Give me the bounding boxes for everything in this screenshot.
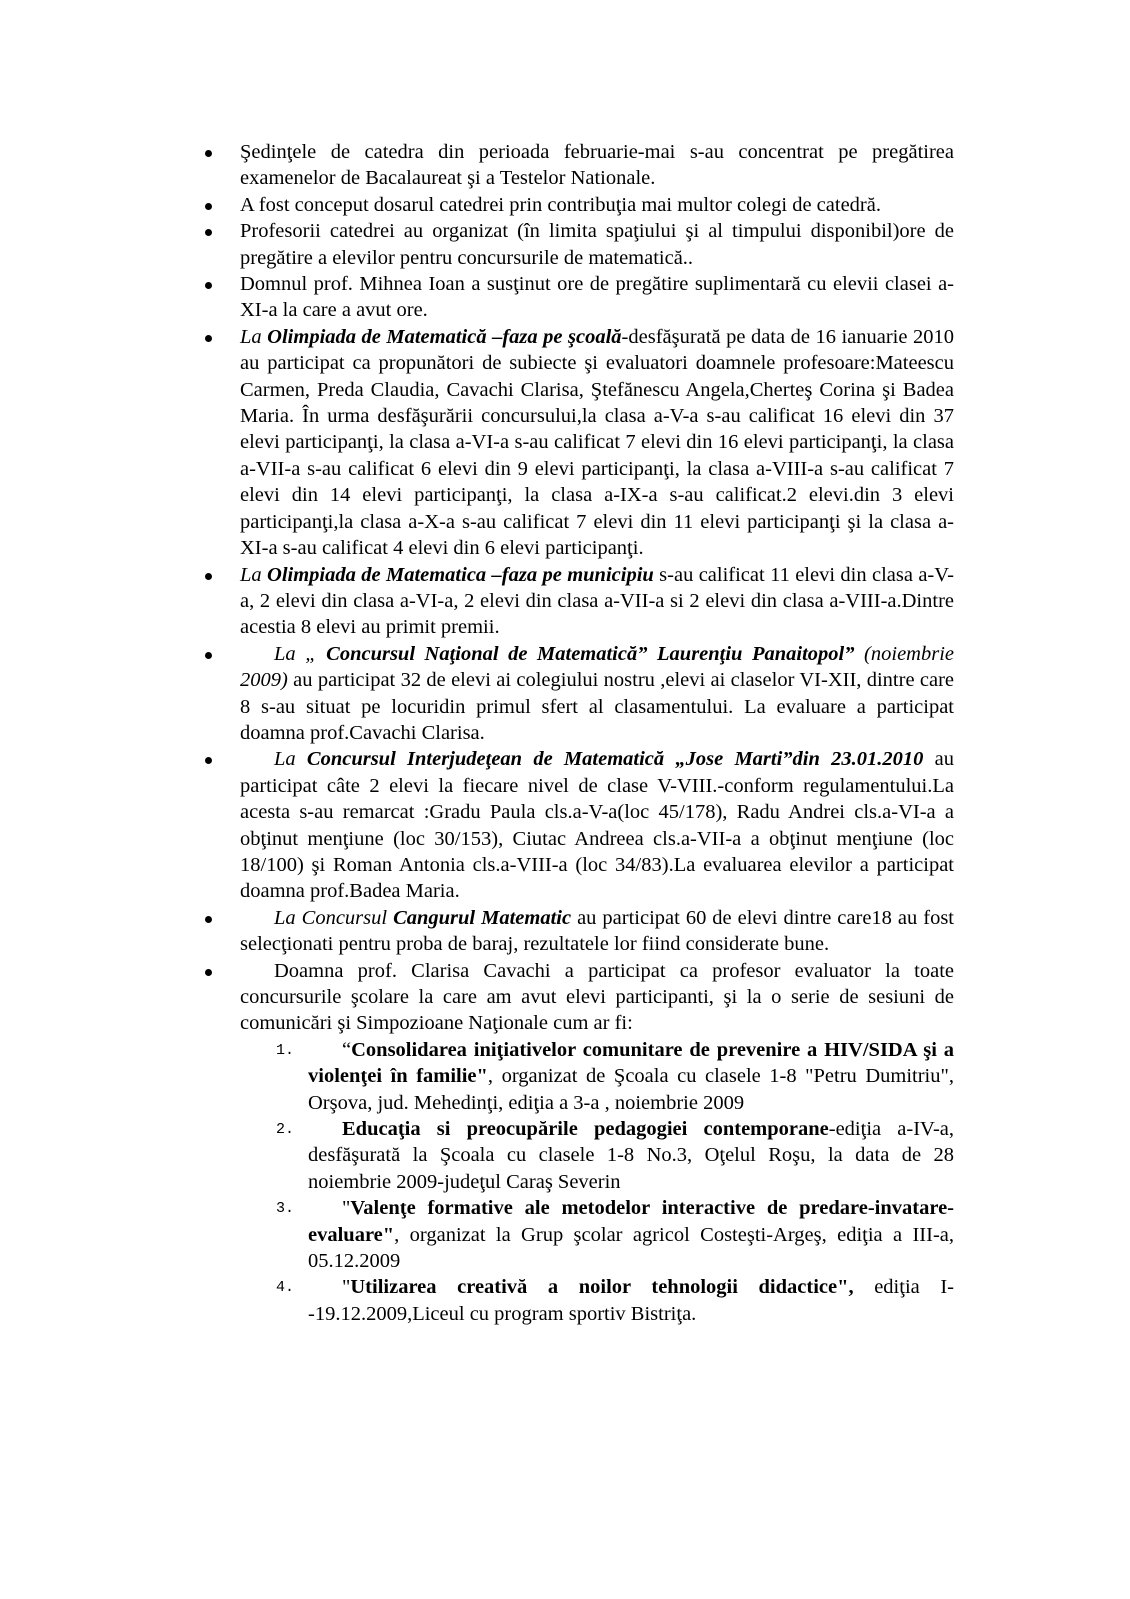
bullet-item [202, 641, 954, 747]
text-segment: La [240, 325, 268, 348]
text-segment: La [274, 748, 307, 771]
event-text [308, 1274, 954, 1327]
bullet-item [202, 746, 954, 904]
bullet-item [202, 139, 954, 192]
text-segment: Utilizarea creativă a noilor tehnologii didactice", [350, 1276, 854, 1299]
emphasis-text: Olimpiada de Matematică –faza pe şcoală [267, 325, 622, 348]
text-segment: " [342, 1197, 351, 1220]
emphasis-text: Cangurul Matematic [393, 906, 572, 929]
text-segment: La Concursul [274, 906, 394, 929]
bullet-text [240, 905, 954, 958]
bullet-text [240, 192, 954, 218]
bullet-item [202, 218, 954, 271]
bullet-item [202, 905, 954, 958]
bullet-text [240, 641, 954, 747]
event-item [240, 1274, 954, 1327]
bullet-dot-icon [205, 916, 212, 923]
bullet-dot-icon [205, 229, 212, 236]
bullet-dot-icon [205, 150, 212, 157]
text-segment: La „ [274, 642, 327, 665]
text-segment: La [240, 563, 268, 586]
text-segment [267, 326, 621, 348]
bullet-text [240, 139, 954, 192]
bullet-item [202, 192, 954, 218]
text-segment: Doamna prof. Clarisa Cavachi a participat ca profesor evaluator la toate concursurile şcolare la care am avut elevi participanti, şi la o serie de sesiuni de comunicări şi Simpozioane Naţionale cum ar fi: [240, 959, 954, 1035]
event-number: 2. [276, 1121, 295, 1139]
bullet-dot-icon [205, 282, 212, 289]
text-segment: “ [342, 1038, 352, 1061]
activity-list [202, 139, 954, 1327]
emphasis-text: Concursul Naţional de Matematică” Laurenţiu Panaitopol” [326, 642, 855, 665]
text-segment: au participat 60 de elevi dintre care18 au fost selecţionati pentru proba de baraj, rezultatele lor fiind considerate bune. [240, 906, 955, 956]
event-text [308, 1195, 954, 1274]
bullet-item [202, 271, 954, 324]
text-segment: , organizat de Şcoala cu clasele 1-8 "Petru Dumitriu", Orşova, jud. Mehedinţi, ediţia a 3-a , noiembrie 2009 [308, 1065, 954, 1114]
bullet-text [240, 746, 954, 904]
event-number: 4. [276, 1279, 295, 1297]
text-segment: " [342, 1276, 351, 1299]
event-number: 1. [276, 1041, 295, 1059]
event-item [240, 1195, 954, 1274]
bullet-dot-icon [205, 652, 212, 659]
bullet-item [202, 958, 954, 1328]
emphasis-text: Concursul Interjudeţean de Matematică „Jose Marti”din 23.01.2010 [306, 748, 924, 771]
bullet-text [240, 218, 954, 271]
bullet-dot-icon [205, 573, 212, 580]
bullet-dot-icon [205, 969, 212, 976]
bullet-text [240, 271, 954, 324]
bullet-dot-icon [205, 335, 212, 342]
text-segment: A fost conceput dosarul catedrei prin contribuţia mai multor colegi de catedră. [240, 193, 881, 216]
bullet-text [240, 562, 954, 641]
text-segment [393, 907, 571, 929]
bullet-item [202, 562, 954, 641]
event-item [240, 1116, 954, 1195]
text-segment: Valenţe formative ale metodelor interactive de predare-invatare-evaluare" [308, 1197, 954, 1246]
bullet-dot-icon [205, 203, 212, 210]
event-text [308, 1037, 954, 1116]
text-segment: au participat 32 de elevi ai colegiului nostru ,elevi ai claselor VI-XII, dintre care 8 s-au situat pe locuridin primul sfert al clasamentului. La evaluare a participat doamna prof.Cavachi Clarisa. [240, 669, 954, 744]
text-segment: Profesorii catedrei au organizat (în limita spaţiului şi al timpului disponibil)ore de pregătire a elevilor pentru concursurile de matematică.. [240, 220, 954, 269]
text-segment: s-au calificat 11 elevi din clasa a-V-a, 2 elevi din clasa a-VI-a, 2 elevi din clasa a-VII-a si 2 elevi din clasa a-VIII-a.Dintre acestia 8 elevi au primit premii. [240, 563, 954, 639]
text-segment: ediţia I--19.12.2009,Liceul cu program sportiv Bistriţa. [308, 1276, 954, 1325]
text-segment: Şedinţele de catedra din perioada februarie-mai s-au concentrat pe pregătirea examenelor de Bacalaureat şi a Testelor Nationale. [240, 141, 954, 190]
text-segment: Educaţia si preocupările pedagogiei contemporane [342, 1118, 829, 1141]
bullet-text [240, 958, 954, 1037]
text-segment [307, 748, 923, 770]
text-segment: (noiembrie 2009) [240, 642, 955, 692]
text-segment [326, 643, 854, 665]
bullet-item [202, 324, 954, 562]
bullet-text [240, 324, 954, 562]
event-item [240, 1037, 954, 1116]
event-text [308, 1116, 954, 1195]
text-segment: Consolidarea iniţiativelor comunitare de prevenire a HIV/SIDA şi a violenţei în familie" [308, 1038, 954, 1088]
bullet-dot-icon [205, 757, 212, 764]
text-segment: au participat câte 2 elevi la fiecare nivel de clase V-VIII.-conform regulamentului.La acesta s-au remarcat :Gradu Paula cls.a-V-a(loc 45/178), Radu Andrei cls.a-VI-a a obţinut menţiune (loc 30/153), Ciutac Andreea cls.a-VII-a a obţinut menţiune (loc 18/100) şi Roman Antonia cls.a-VIII-a (loc 34/83).La evaluarea elevilor a participat doamna prof.Badea Maria. [240, 748, 954, 903]
text-segment: , organizat la Grup şcolar agricol Costeşti-Argeş, ediţia a III-a, 05.12.2009 [308, 1223, 954, 1273]
text-segment: -desfăşurată pe data de 16 ianuarie 2010 au participat ca propunători de subiecte şi evaluatori doamnele profesoare:Mateescu Carmen, Preda Claudia, Cavachi Clarisa, Ştefănescu Angela,Cherteş Corina şi Badea Maria. În urma desfăşurării concursului,la clasa a-V-a s-au calificat 16 elevi din 37 elevi participanţi, la clasa a-VI-a s-au calificat 7 elevi din 16 elevi participanţi, la clasa a-VII-a s-au calificat 6 elevi din 9 elevi participanţi, la clasa a-VIII-a s-au calificat 7 elevi din 14 elevi participanţi, la clasa a-IX-a s-au calificat.2 elevi.din 3 elevi participanţi,la clasa a-X-a s-au calificat 7 elevi din 11 elevi participanţi şi la clasa a-XI-a s-au calificat 4 elevi din 6 elevi participanţi. [240, 325, 954, 560]
event-number: 3. [276, 1200, 295, 1218]
text-segment: Domnul prof. Mihnea Ioan a susţinut ore de pregătire suplimentară cu elevii clasei a-XI-a la care a avut ore. [240, 273, 954, 322]
text-segment [267, 564, 654, 586]
text-segment: -ediţia a-IV-a, desfăşurată la Şcoala cu clasele 1-8 No.3, Oţelul Roşu, la data de 28 noiembrie 2009-judeţul Caraş Severin [308, 1118, 954, 1193]
emphasis-text: Olimpiada de Matematica –faza pe municipiu [267, 563, 654, 586]
event-list [240, 1037, 954, 1327]
